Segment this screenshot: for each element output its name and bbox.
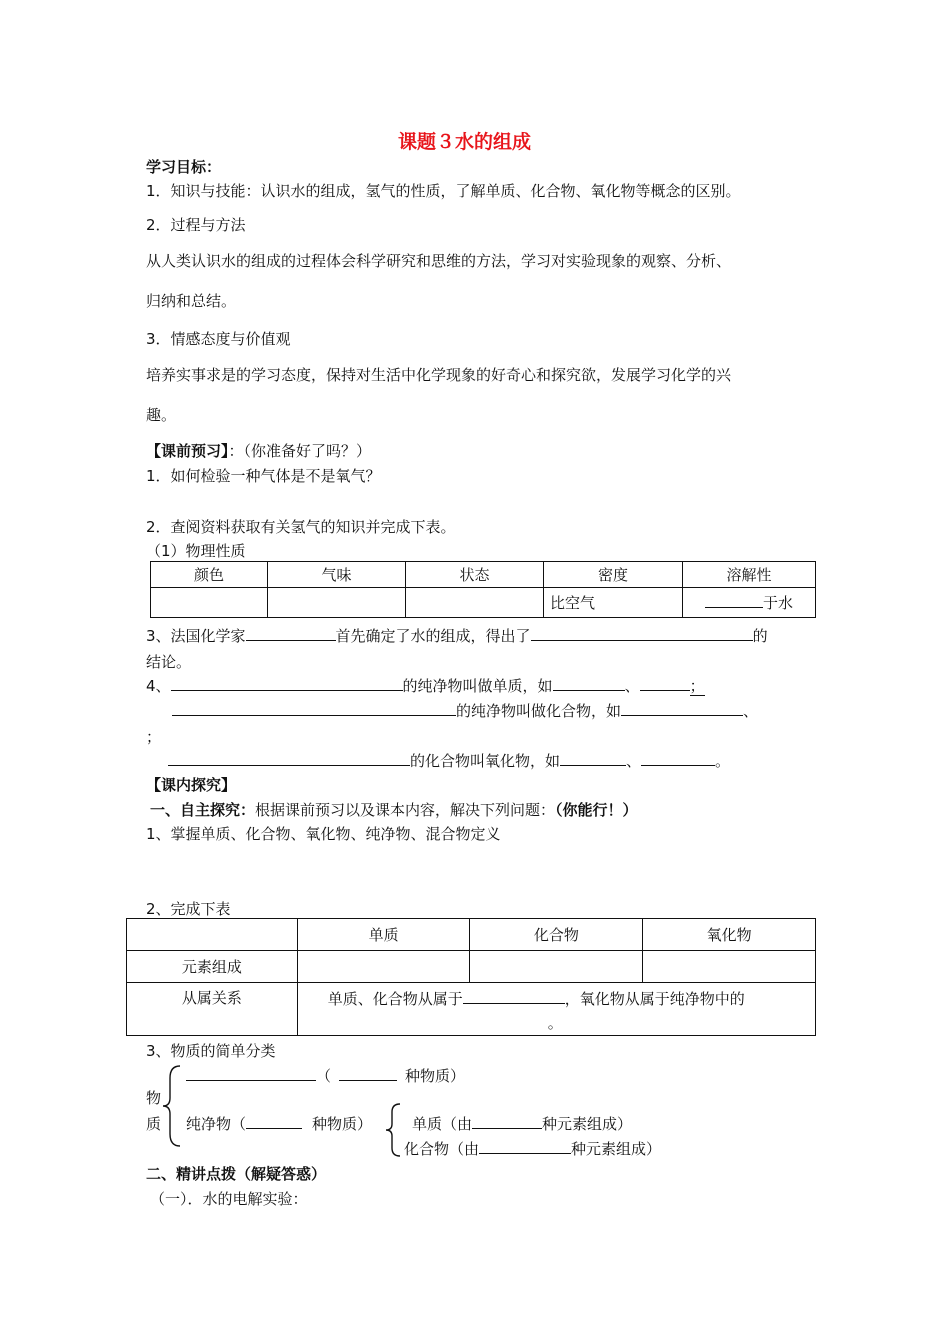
preview-heading-suffix: ：（你准备好了吗？） — [228, 442, 372, 460]
pure-line — [186, 1113, 372, 1134]
objective-line: 趣。 — [146, 406, 177, 424]
q4-text: 4、 — [146, 677, 171, 695]
fill-blank[interactable] — [641, 750, 715, 766]
q4-text: 的纯净物叫做单质，如 — [402, 677, 553, 695]
density-text: 比空气 — [550, 594, 596, 612]
q4-text: 、 — [743, 702, 759, 720]
preview-heading: 【课前预习】 — [146, 442, 229, 460]
fill-blank[interactable] — [168, 750, 410, 766]
inclass-item: 3、物质的简单分类 — [146, 1042, 276, 1060]
table-header: 单质 — [297, 919, 470, 951]
fill-blank[interactable] — [339, 1065, 397, 1081]
fill-blank[interactable] — [531, 625, 753, 641]
blank-cell[interactable] — [406, 588, 544, 618]
solubility-cell[interactable] — [683, 588, 816, 618]
table-header: 化合物 — [470, 919, 643, 951]
preview-heading-line — [146, 440, 371, 461]
fill-blank[interactable] — [621, 700, 743, 716]
section-1-text: 根据课前预习以及课本内容，解决下列问题： — [255, 801, 556, 819]
table-header: 颜色 — [151, 562, 268, 588]
q4-text: 。 — [715, 752, 731, 770]
objective-line: 培养实事求是的学习态度，保持对生活中化学现象的好奇心和探究欲，发展学习化学的兴 — [146, 366, 732, 384]
fill-blank[interactable] — [186, 1065, 316, 1081]
row-label: 元素组成 — [127, 951, 298, 983]
table-header: 气味 — [268, 562, 406, 588]
relation-text: 单质、化合物从属于 — [327, 990, 463, 1008]
density-cell[interactable] — [544, 588, 683, 618]
question-4-line2 — [172, 700, 758, 721]
table-header: 密度 — [544, 562, 683, 588]
classification-table — [126, 918, 816, 1036]
mixture-line — [186, 1065, 465, 1086]
solubility-text: 于水 — [762, 594, 793, 612]
objectives-heading: 学习目标： — [146, 158, 222, 176]
question-4-line1 — [146, 675, 705, 696]
classify-text: 种元素组成） — [571, 1140, 662, 1158]
question-3 — [146, 625, 768, 646]
blank-cell[interactable] — [268, 588, 406, 618]
classify-root-1: 物 — [146, 1089, 162, 1107]
fill-blank[interactable] — [463, 988, 565, 1004]
q4-text: 的纯净物叫做化合物，如 — [456, 702, 622, 720]
section-1-label: 一、自主探究： — [150, 801, 256, 819]
row-label: 从属关系 — [127, 983, 298, 1036]
q3-text: 3、法国化学家 — [146, 627, 246, 645]
objective-line: 归纳和总结。 — [146, 292, 237, 310]
blank-cell[interactable] — [151, 588, 268, 618]
q3-text: 首先确定了水的组成，得出了 — [335, 627, 531, 645]
q4-text: 的化合物叫氧化物，如 — [410, 752, 561, 770]
question-4-line3 — [168, 750, 730, 771]
classify-text: 种元素组成） — [542, 1115, 633, 1133]
q3-continuation: 结论。 — [146, 653, 192, 671]
classify-text: （ — [316, 1067, 332, 1085]
section-2-subheading: （一）．水的电解实验： — [150, 1190, 308, 1208]
section-2-heading: 二、精讲点拨（解疑答惑） — [146, 1165, 327, 1183]
objective-line: 从人类认识水的组成的过程体会科学研究和思维的方法，学习对实验现象的观察、分析、 — [146, 252, 732, 270]
blank-cell[interactable] — [297, 951, 470, 983]
fill-blank[interactable] — [171, 675, 403, 691]
fill-blank[interactable] — [172, 700, 456, 716]
classify-text: 纯净物（ — [186, 1115, 247, 1133]
blank-cell — [127, 919, 298, 951]
compound-line — [404, 1138, 661, 1159]
inclass-heading: 【课内探究】 — [146, 776, 237, 794]
classify-text: 化合物（由 — [404, 1140, 480, 1158]
blank-cell[interactable] — [470, 951, 643, 983]
table-header: 状态 — [406, 562, 544, 588]
section-1-tail: （你能行！） — [555, 801, 638, 819]
element-line — [412, 1113, 632, 1134]
table-header: 氧化物 — [643, 919, 816, 951]
objective-line: 2．过程与方法 — [146, 216, 246, 234]
fill-blank[interactable] — [479, 1138, 571, 1154]
hydrogen-properties-table — [150, 561, 816, 618]
preview-question: 1．如何检验一种气体是不是氧气？ — [146, 467, 381, 485]
classify-text: 种物质） — [312, 1115, 373, 1133]
fill-blank[interactable] — [705, 592, 763, 608]
relation-text: ，氧化物从属于纯净物中的 — [564, 990, 745, 1008]
preview-question: 2．查阅资料获取有关氢气的知识并完成下表。 — [146, 518, 456, 536]
fill-blank[interactable] — [553, 675, 625, 691]
objective-line: 1．知识与技能：认识水的组成，氢气的性质，了解单质、化合物、氧化物等概念的区别。 — [146, 182, 741, 200]
classify-root-2: 质 — [146, 1115, 162, 1133]
fill-blank[interactable] — [246, 1113, 302, 1129]
table-header: 溶解性 — [683, 562, 816, 588]
q4-text: ； — [689, 677, 705, 695]
brace-right — [384, 1102, 402, 1158]
q4-text: 、 — [626, 752, 642, 770]
preview-subheading: （1）物理性质 — [146, 542, 246, 560]
q4-text: 、 — [624, 677, 640, 695]
fill-blank[interactable] — [246, 625, 336, 641]
fill-blank[interactable] — [560, 750, 626, 766]
relation-text: 。 — [547, 1014, 563, 1032]
classify-text: 种物质） — [405, 1067, 466, 1085]
classify-text: 单质（由 — [412, 1115, 473, 1133]
inclass-item: 1、掌握单质、化合物、氧化物、纯净物、混合物定义 — [146, 825, 501, 843]
fill-blank[interactable] — [472, 1113, 542, 1129]
inclass-item: 2、完成下表 — [146, 900, 231, 918]
objective-line: 3．情感态度与价值观 — [146, 330, 291, 348]
section-1-line — [150, 799, 638, 820]
q4-semicolon: ； — [146, 728, 162, 746]
page-title: 课题３水的组成 — [398, 131, 532, 153]
q3-text: 的 — [752, 627, 768, 645]
blank-cell[interactable] — [643, 951, 816, 983]
brace-left — [160, 1064, 182, 1148]
relation-cell[interactable] — [297, 983, 815, 1036]
fill-blank[interactable] — [640, 675, 690, 691]
